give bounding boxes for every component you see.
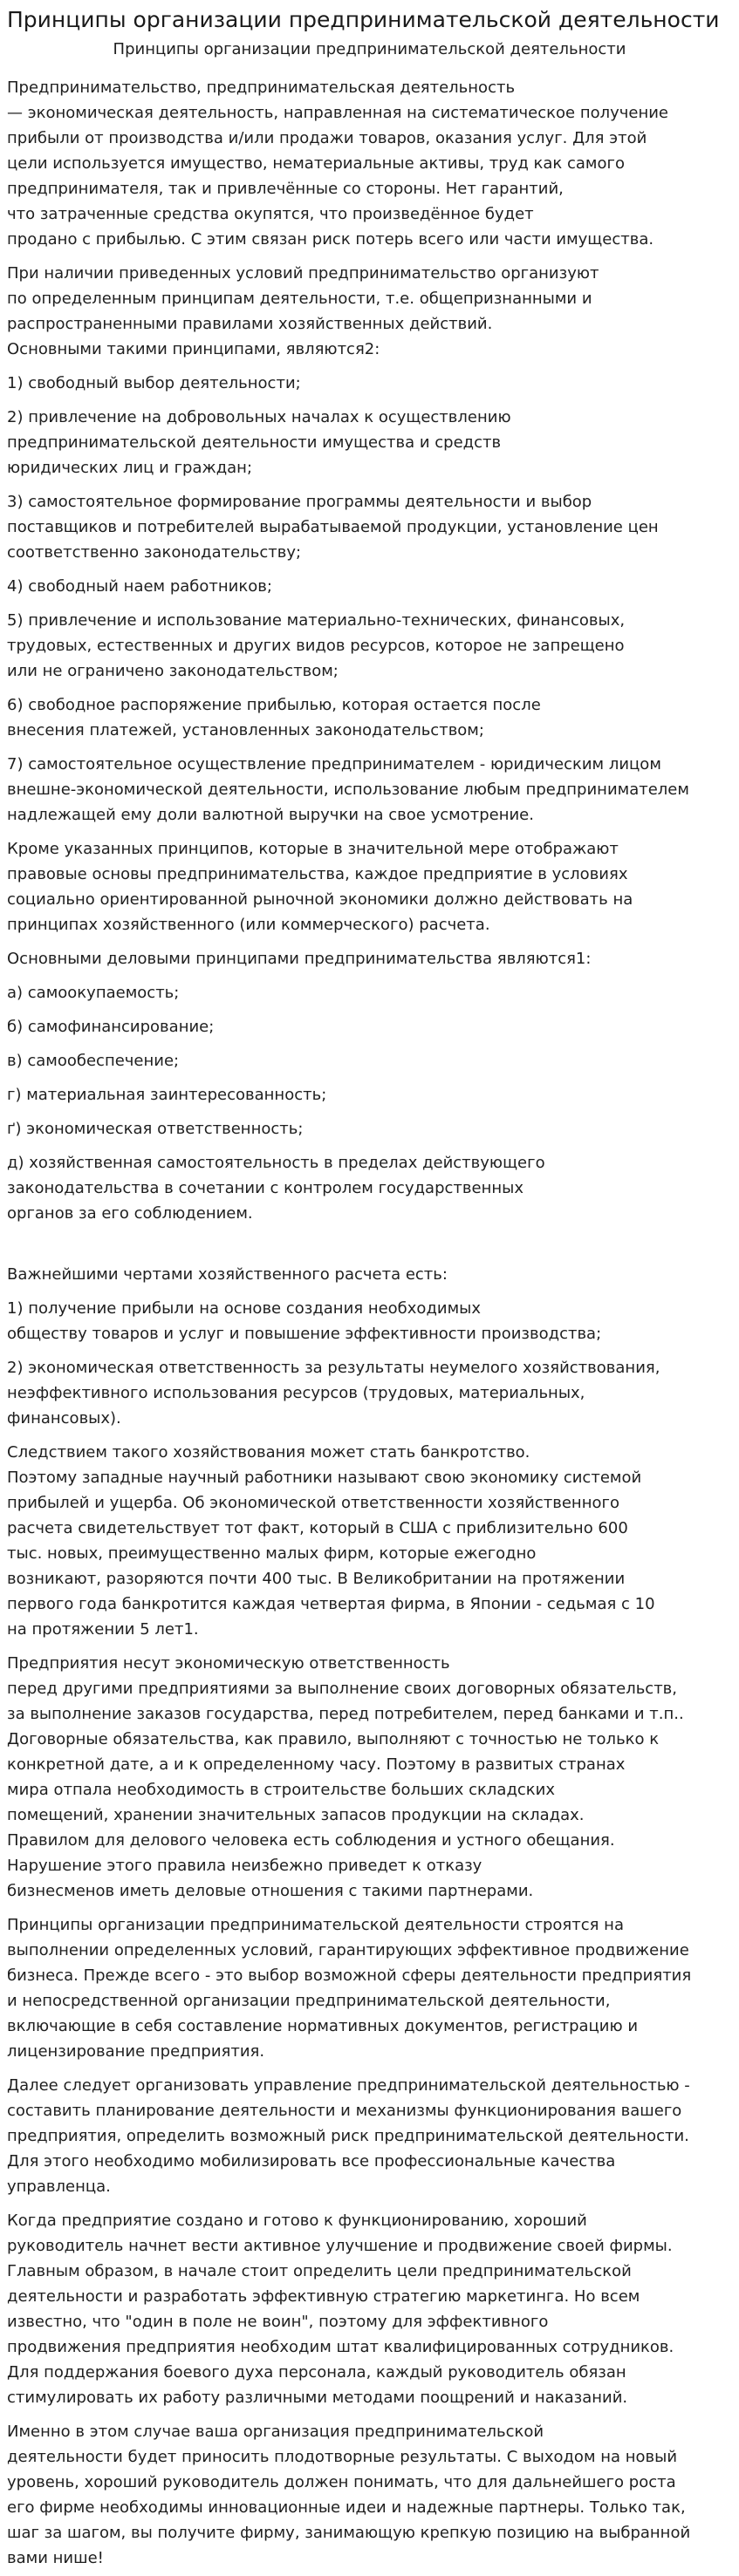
list-item: 7) самостоятельное осуществление предпринимателем - юридическим лицом внешне-экономической деятельности, использование любым предпринимателем надлежащей ему доли валютной выручки на свое усмотрение.: [7, 755, 689, 824]
paragraph: Предпринимательство, предпринимательская деятельность — экономическая деятельность, направленная на систематическое получение прибыли от производства и/или продажи товаров, оказания услуг. Для этой цели используется имущество, нематериальные активы, труд как самого предпринимателя, так и привлечённые со стороны. Нет гарантий, что затраченные средства окупятся, что произведённое будет продано с прибылью. С этим связан риск потерь всего или части имущества.: [7, 78, 669, 249]
paragraph: Далее следует организовать управление предпринимательской деятельностью - составить планирование деятельности и механизмы функционирования вашего предприятия, определить возможный риск предпринимательской деятельности. Для этого необходимо мобилизировать все профессиональные качества управленца.: [7, 2076, 690, 2196]
paragraph: Предприятия несут экономическую ответственность перед другими предприятиями за выполнение своих договорных обязательств, за выполнение заказов государства, перед потребителем, перед банками и т.п.. Договорные обязательства, как правило, выполняют с точностью не только к конкретной дате, а и к определенному часу. Поэтому в развитых странах мира отпала необходимость в строительстве больших складских помещений, хранении значительных запасов продукции на складах. Правилом для делового человека есть соблюдения и устного обещания. Нарушение этого правила неизбежно приведет к отказу бизнесменов иметь деловые отношения с такими партнерами.: [7, 1654, 684, 1900]
paragraph: Важнейшими чертами хозяйственного расчета есть:: [7, 1265, 448, 1284]
list-item: а) самоокупаемость;: [7, 984, 180, 1002]
paragraph: При наличии приведенных условий предпринимательство организуют по определенным принципам деятельности, т.е. общепризнанными и распространенными правилами хозяйственных действий. Основными такими принципами, являются2:: [7, 264, 599, 358]
list-item: 6) свободное распоряжение прибылью, которая остается после внесения платежей, установленных законодательством;: [7, 696, 541, 739]
list-item: д) хозяйственная самостоятельность в пределах действующего законодательства в сочетании с контролем государственных органов за его соблюдением.: [7, 1154, 545, 1223]
paragraph: Когда предприятие создано и готово к функционированию, хороший руководитель начнет вести активное улучшение и продвижение своей фирмы. Главным образом, в начале стоит определить цели предпринимательской деятельности и разработать эффективную стратегию маркетинга. Но всем известно, что "один в поле не воин", поэтому для эффективного продвижения предприятия необходим штат квалифицированных сотрудников. Для поддержания боевого духа персонала, каждый руководитель обязан стимулировать их работу различными методами поощрений и наказаний.: [7, 2211, 674, 2407]
paragraph: Кроме указанных принципов, которые в значительной мере отображают правовые основы предпринимательства, каждое предприятие в условиях социально ориентированной рыночной экономики должно действовать на принципах хозяйственного (или коммерческого) расчета.: [7, 840, 633, 934]
list-item: г) материальная заинтересованность;: [7, 1086, 327, 1104]
list-item: 4) свободный наем работников;: [7, 577, 272, 596]
paragraph: Следствием такого хозяйствования может стать банкротство. Поэтому западные научный работники называют свою экономику системой прибылей и ущерба. Об экономической ответственности хозяйственного расчета свидетельствует тот факт, который в США с приблизительно 600 тыс. новых, преимущественно малых фирм, которые ежегодно возникают, разоряются почти 400 тыс. В Великобритании на протяжении первого года банкротится каждая четвертая фирма, в Японии - седьмая с 10 на протяжении 5 лет1.: [7, 1443, 655, 1639]
list-item: 2) привлечение на добровольных началах к осуществлению предпринимательской деятельности имущества и средств юридических лиц и граждан;: [7, 408, 511, 477]
list-item: б) самофинансирование;: [7, 1018, 215, 1036]
article-subtitle: Принципы организации предпринимательской деятельности: [113, 40, 626, 58]
list-item: 3) самостоятельное формирование программы деятельности и выбор поставщиков и потребителей вырабатываемой продукции, установление цен соответственно законодательству;: [7, 493, 659, 562]
paragraph: Основными деловыми принципами предпринимательства являются1:: [7, 950, 592, 968]
list-item: 2) экономическая ответственность за результаты неумелого хозяйствования, неэффективного использования ресурсов (трудовых, материальных, финансовых).: [7, 1359, 660, 1428]
list-item: ґ) экономическая ответственность;: [7, 1120, 304, 1138]
paragraph: Именно в этом случае ваша организация предпринимательской деятельности будет приносить плодотворные результаты. С выходом на новый уровень, хороший руководитель должен понимать, что для дальнейшего роста его фирме необходимы инновационные идеи и надежные партнеры. Только так, шаг за шагом, вы получите фирму, занимающую крепкую позицию на выбранной вами нише!: [7, 2423, 691, 2567]
list-item: 1) свободный выбор деятельности;: [7, 374, 301, 392]
list-item: 5) привлечение и использование материально-технических, финансовых, трудовых, естественных и других видов ресурсов, которое не запрещено или не ограничено законодательством;: [7, 611, 626, 680]
paragraph: Принципы организации предпринимательской деятельности строятся на выполнении определенных условий, гарантирующих эффективное продвижение бизнеса. Прежде всего - это выбор возможной сферы деятельности предприятия и непосредственной организации предпринимательской деятельности, включающие в себя составление нормативных документов, регистрацию и лицензирование предприятия.: [7, 1916, 692, 2061]
blank-line: [7, 1235, 732, 1262]
page-title: Принципы организации предпринимательской деятельности: [7, 7, 720, 32]
list-item: 1) получение прибыли на основе создания необходимых обществу товаров и услуг и повышение эффективности производства;: [7, 1299, 602, 1343]
list-item: в) самообеспечение;: [7, 1052, 180, 1070]
